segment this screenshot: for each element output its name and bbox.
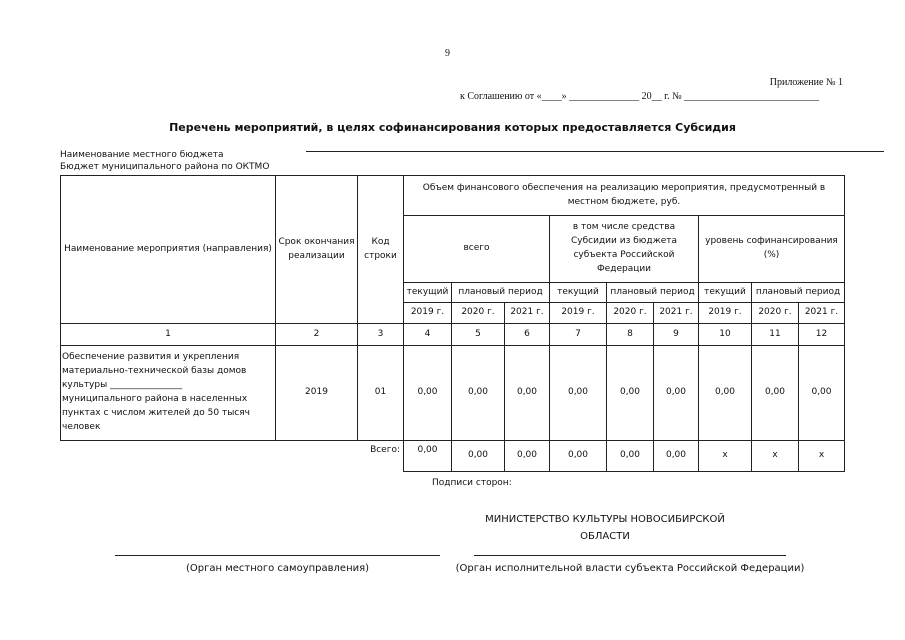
budget-name-underline [306, 151, 884, 152]
header-current: текущий [550, 283, 607, 303]
column-number: 2 [276, 324, 358, 346]
total-value: 0,00 [607, 441, 654, 472]
left-signature-line [115, 555, 440, 556]
measure-name-line: Обеспечение развития и укрепления [62, 352, 240, 363]
column-number: 1 [61, 324, 276, 346]
page-number: 9 [445, 48, 450, 59]
header-subsidy: в том числе средства Субсидии из бюджета субъекта Российской Федерации [550, 216, 699, 283]
measure-name-line: материально-технической базы домов [62, 366, 247, 377]
column-number: 5 [452, 324, 505, 346]
column-number: 3 [358, 324, 404, 346]
measures-table [60, 175, 845, 472]
header-level: уровень софинансирования (%) [699, 216, 845, 283]
measure-code: 01 [358, 346, 404, 441]
document-title: Перечень мероприятий, в целях софинансирования которых предоставляется Субсидия [169, 121, 736, 134]
column-number: 6 [505, 324, 550, 346]
measure-name-line: культуры ________________ [62, 380, 183, 391]
table-row [61, 346, 845, 441]
measure-value: 0,00 [699, 346, 752, 441]
header-year-2019: 2019 г. [699, 303, 752, 324]
measure-deadline: 2019 [276, 346, 358, 441]
column-number: 8 [607, 324, 654, 346]
header-year-2021: 2021 г. [505, 303, 550, 324]
agreement-line: к Соглашению от «____» ______________ 20__ г. № ___________________________ [460, 91, 820, 102]
header-year-2020: 2020 г. [607, 303, 654, 324]
appendix-label: Приложение № 1 [769, 77, 843, 88]
right-signature-line [474, 555, 786, 556]
total-row [61, 441, 845, 472]
total-value: 0,00 [452, 441, 505, 472]
header-deadline: Срок окончания реализации [276, 176, 358, 324]
measure-value: 0,00 [752, 346, 799, 441]
header-year-2020: 2020 г. [452, 303, 505, 324]
header-planned: плановый период [607, 283, 699, 303]
total-value: 0,00 [505, 441, 550, 472]
header-total: всего [404, 216, 550, 283]
total-value: х [699, 441, 752, 472]
column-number: 12 [799, 324, 845, 346]
measure-value: 0,00 [452, 346, 505, 441]
column-number: 11 [752, 324, 799, 346]
ministry-name [450, 512, 760, 545]
header-year-2021: 2021 г. [799, 303, 845, 324]
total-value: х [799, 441, 845, 472]
measure-value: 0,00 [505, 346, 550, 441]
total-value: х [752, 441, 799, 472]
header-year-2020: 2020 г. [752, 303, 799, 324]
header-planned: плановый период [452, 283, 550, 303]
header-year-2019: 2019 г. [550, 303, 607, 324]
measure-name-line: муниципального района в населенных [62, 394, 248, 404]
budget-oktmo-label: Бюджет муниципального района по ОКТМО [60, 162, 270, 172]
measure-name [61, 346, 276, 441]
column-number: 4 [404, 324, 452, 346]
measure-value: 0,00 [404, 346, 452, 441]
header-current: текущий [404, 283, 452, 303]
header-current: текущий [699, 283, 752, 303]
measure-name-line: пунктах с числом жителей до 50 тысяч [62, 407, 250, 418]
total-value: 0,00 [654, 441, 699, 472]
budget-name-label: Наименование местного бюджета [60, 150, 224, 160]
measure-value: 0,00 [550, 346, 607, 441]
header-code: Код строки [358, 176, 404, 324]
right-signer-label: (Орган исполнительной власти субъекта Российской Федерации) [455, 563, 805, 574]
column-number: 9 [654, 324, 699, 346]
header-year-2021: 2021 г. [654, 303, 699, 324]
header-planned: плановый период [752, 283, 845, 303]
left-signer-label: (Орган местного самоуправления) [185, 563, 370, 574]
total-value: 0,00 [550, 441, 607, 472]
header-year-2019: 2019 г. [404, 303, 452, 324]
measure-name-line: человек [62, 421, 101, 432]
header-volume: Объем финансового обеспечения на реализацию мероприятия, предусмотренный в местном бюджете, руб. [404, 176, 845, 216]
total-label: Всего: [276, 441, 404, 472]
column-number: 7 [550, 324, 607, 346]
column-number: 10 [699, 324, 752, 346]
ministry-name-line: МИНИСТЕРСТВО КУЛЬТУРЫ НОВОСИБИРСКОЙ [485, 514, 725, 525]
header-name: Наименование мероприятия (направления) [61, 176, 276, 324]
measure-value: 0,00 [654, 346, 699, 441]
signatures-label: Подписи сторон: [432, 478, 512, 488]
measure-value: 0,00 [607, 346, 654, 441]
measure-value: 0,00 [799, 346, 845, 441]
total-value: 0,00 [404, 441, 452, 472]
ministry-name-line: ОБЛАСТИ [580, 530, 630, 542]
